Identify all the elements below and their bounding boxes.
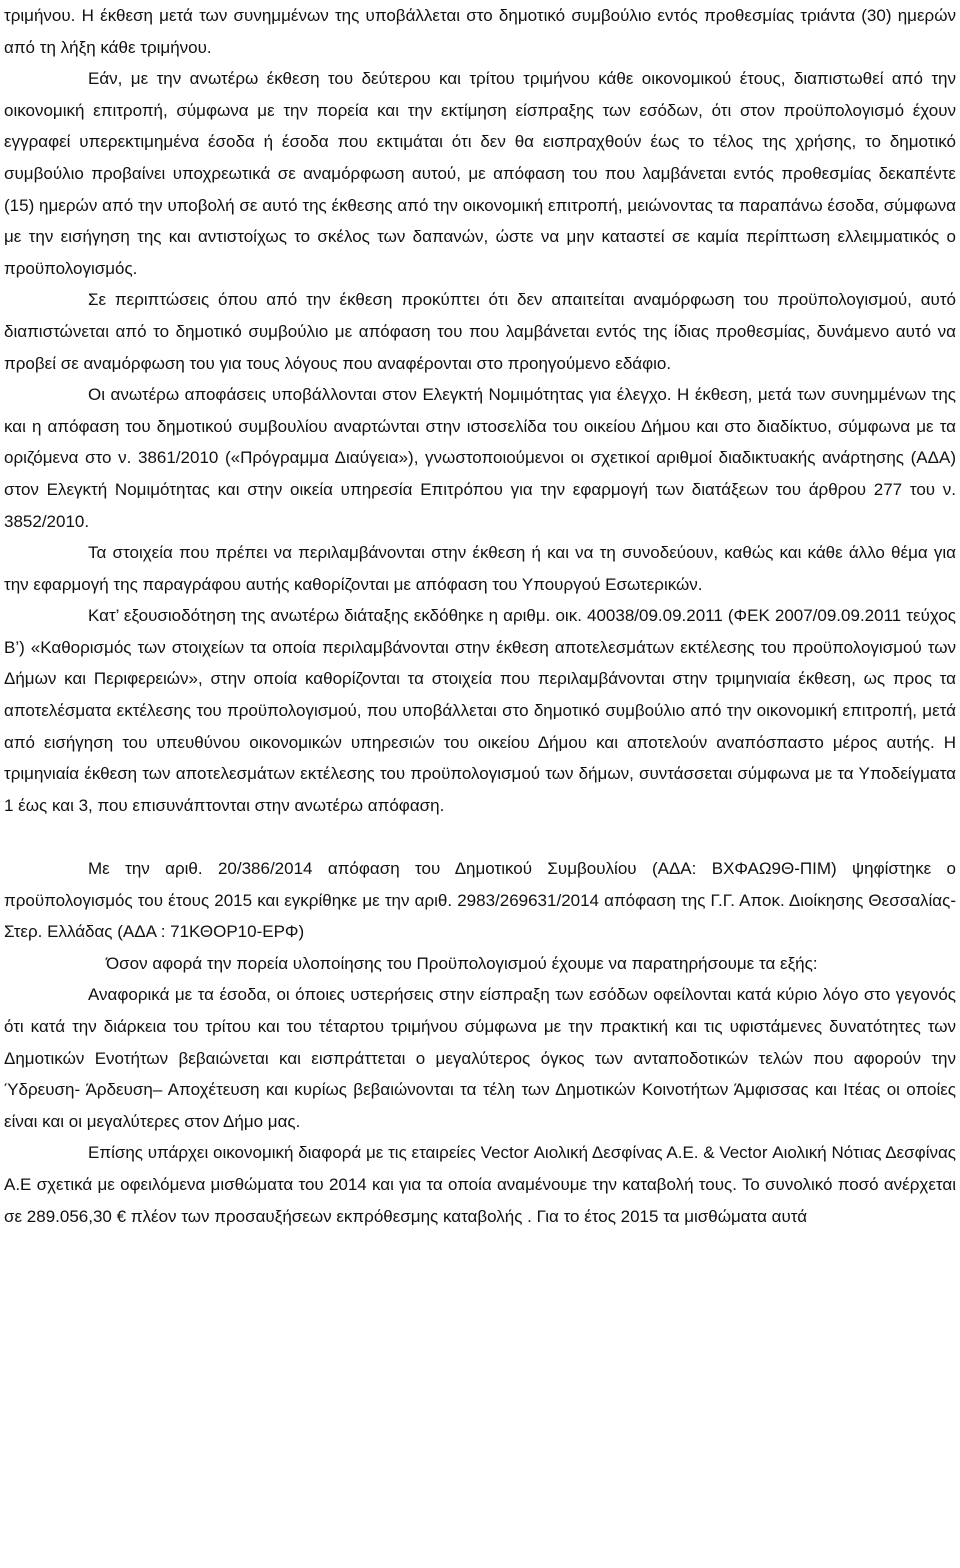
document-page	[4, 0, 956, 1232]
paragraph-revenue: Αναφορικά με τα έσοδα, οι όποιες υστερήσεις στην είσπραξη των εσόδων οφείλονται κατά κύριο λόγο στο γεγονός ότι κατά την διάρκεια του τρίτου και του τέταρτου τριμήνου σύμφωνα με την πρακτική και τις υφιστάμενες δυνατότητες των Δημοτικών Ενοτήτων βεβαιώνεται και εισπράττεται ο μεγαλύτερος όγκος των ανταποδοτικών τελών που αφορούν την Ύδρευση- Άρδευση– Αποχέτευση και κυρίως βεβαιώνονται τα τέλη των Δημοτικών Κοινοτήτων Άμφισσας και Ιτέας οι οποίες είναι και οι μεγαλύτερες στον Δήμο μας.	[4, 985, 956, 1131]
paragraph-ministerial-decision: Κατ’ εξουσιοδότηση της ανωτέρω διάταξης εκδόθηκε η αριθμ. οικ. 40038/09.09.2011 (ΦΕΚ 2007/09.09.2011 τεύχος Β’) «Καθορισμός των στοιχείων τα οποία περιλαμβάνονται στην έκθεση αποτελεσμάτων εκτέλεσης του προϋπολογισμού των Δήμων και Περιφερειών», στην οποία καθορίζονται τα στοιχεία που περιλαμβάνονται στην τριμηνιαία έκθεση, ως προς τα αποτελέσματα εκτέλεσης του προϋπολογισμού, που υποβάλλεται στο δημοτικό συμβούλιο από την οικονομική επιτροπή, μετά από εισήγηση του υπευθύνου οικονομικών υπηρεσιών του οικείου Δήμου και αποτελούν αναπόσπαστο μέρος αυτής. Η τριμηνιαία έκθεση των αποτελεσμάτων εκτέλεσης του προϋπολογισμού των δήμων, συντάσσεται σύμφωνα με τα Υποδείγματα 1 έως και 3, που επισυνάπτονται στην ανωτέρω απόφαση.	[4, 606, 956, 815]
paragraph-no-revision: Σε περιπτώσεις όπου από την έκθεση προκύπτει ότι δεν απαιτείται αναμόρφωση του προϋπολογισμού, αυτό διαπιστώνεται από το δημοτικό συμβούλιο με απόφαση του που λαμβάνεται εντός της ίδιας προθεσμίας, δυνάμενο αυτό να προβεί σε αναμόρφωση του για τους λόγους που αναφέρονται στο προηγούμενο εδάφιο.	[4, 290, 956, 373]
paragraph-submission: Οι ανωτέρω αποφάσεις υποβάλλονται στον Ελεγκτή Νομιμότητας για έλεγχο. Η έκθεση, μετά των συνημμένων της και η απόφαση του δημοτικού συμβουλίου αναρτώνται στην ιστοσελίδα του οικείου Δήμου και στο διαδίκτυο, σύμφωνα με τα οριζόμενα στο ν. 3861/2010 («Πρόγραμμα Διαύγεια»), γνωστοποιούμενοι οι σχετικοί αριθμοί διαδικτυακής ανάρτησης (ΑΔΑ) στον Ελεγκτή Νομιμότητας και στην οικεία υπηρεσία Επιτρόπου για την εφαρμογή των διατάξεων του άρθρου 277 του ν. 3852/2010.	[4, 385, 956, 531]
paragraph-vector-dispute: Επίσης υπάρχει οικονομική διαφορά με τις εταιρείες Vector Αιολική Δεσφίνας Α.Ε. & Vector Αιολική Νότιας Δεσφίνας Α.Ε σχετικά με οφειλόμενα μισθώματα του 2014 και για τα οποία αναμένουμε την καταβολή τους. Το συνολικό ποσό ανέρχεται σε 289.056,30 € πλέον των προσαυξήσεων εκπρόθεσμης καταβολής . Για το έτος 2015 τα μισθώματα αυτά	[4, 1143, 956, 1226]
paragraph-report-contents: Τα στοιχεία που πρέπει να περιλαμβάνονται στην έκθεση ή και να τη συνοδεύουν, καθώς και κάθε άλλο θέμα για την εφαρμογή της παραγράφου αυτής καθορίζονται με απόφαση του Υπουργού Εσωτερικών.	[4, 543, 956, 594]
paragraph-budget-revision: Εάν, με την ανωτέρω έκθεση του δεύτερου και τρίτου τριμήνου κάθε οικονομικού έτους, διαπιστωθεί από την οικονομική επιτροπή, σύμφωνα με την πορεία και την εκτίμηση είσπραξης των εσόδων, ότι στον προϋπολογισμό έχουν εγγραφεί υπερεκτιμημένα έσοδα ή έσοδα που εκτιμάται ότι δεν θα εισπραχθούν έως το τέλος της χρήσης, το δημοτικό συμβούλιο προβαίνει υποχρεωτικά σε αναμόρφωση αυτού, με απόφαση του που λαμβάνεται εντός προθεσμίας δεκαπέντε (15) ημερών από την υποβολή σε αυτό της έκθεσης από την οικονομική επιτροπή, μειώνοντας τα παραπάνω έσοδα, σύμφωνα με την εισήγηση της και αντιστοίχως το σκέλος των δαπανών, ώστε να μην καταστεί σε καμία περίπτωση ελλειμματικός ο προϋπολογισμός.	[4, 69, 956, 278]
paragraph-budget-progress: Όσον αφορά την πορεία υλοποίησης του Προϋπολογισμού έχουμε να παρατηρήσουμε τα εξής:	[106, 953, 818, 973]
paragraph-spacer	[4, 821, 956, 853]
paragraph-continuation: τριμήνου. Η έκθεση μετά των συνημμένων της υποβάλλεται στο δημοτικό συμβούλιο εντός προθεσμίας τριάντα (30) ημερών από τη λήξη κάθε τριμήνου.	[4, 6, 956, 57]
paragraph-budget-approval: Με την αριθ. 20/386/2014 απόφαση του Δημοτικού Συμβουλίου (ΑΔΑ: ΒΧΦΑΩ9Θ-ΠΙΜ) ψηφίστηκε ο προϋπολογισμός του έτους 2015 και εγκρίθηκε με την αριθ. 2983/269631/2014 απόφαση της Γ.Γ. Αποκ. Διοίκησης Θεσσαλίας-Στερ. Ελλάδας (ΑΔΑ : 71ΚΘΟΡ10-ΕΡΦ)	[4, 859, 956, 942]
